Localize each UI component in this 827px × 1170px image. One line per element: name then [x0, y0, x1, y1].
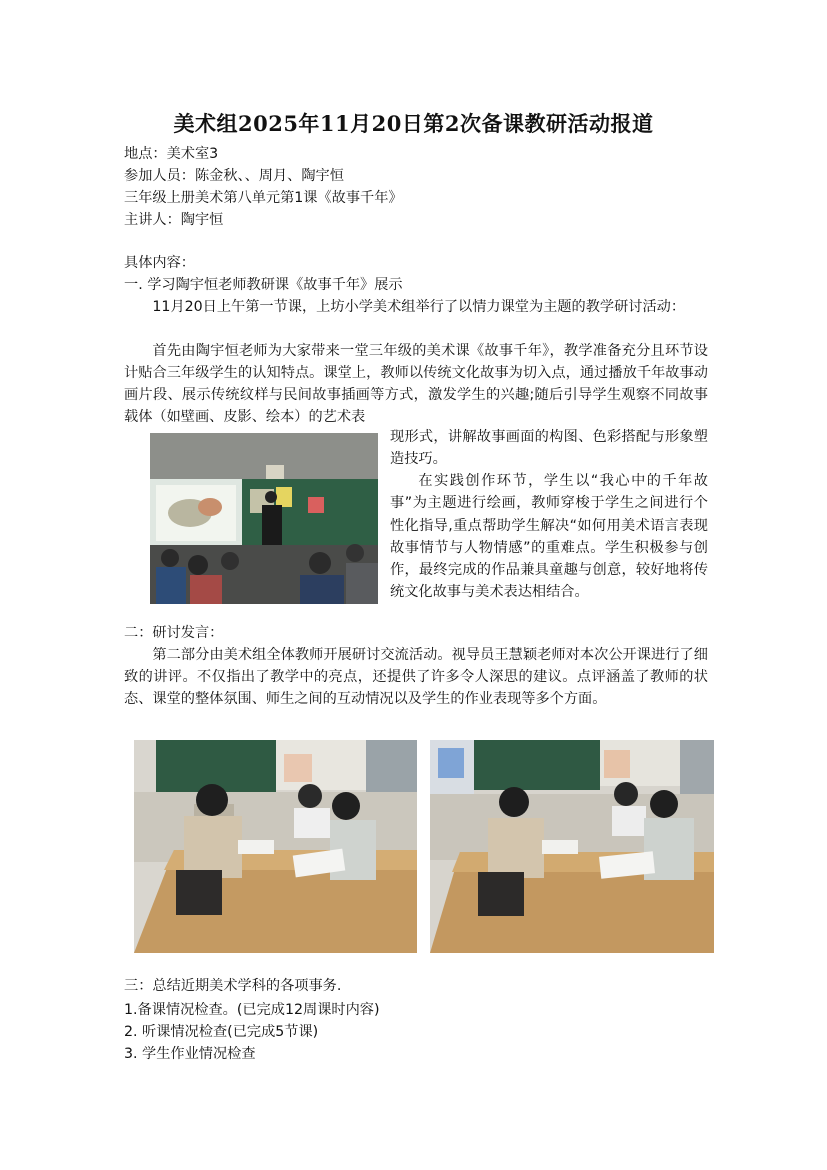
- section1-paragraph-1: 11月20日上午第一节课，上坊小学美术组举行了以情力课堂为主题的教学研讨活动：: [152, 299, 686, 315]
- content-label: 具体内容：: [124, 255, 195, 271]
- section3-item-2: 2. 听课情况检查(已完成5节课): [124, 1024, 319, 1040]
- meta-lesson: 三年级上册美术第八单元第1课《故事千年》: [124, 190, 403, 206]
- meta-location: 地点：美术室3: [124, 146, 219, 162]
- section1-paragraph-3: 在实践创作环节，学生以“我心中的千年故事”为主题进行绘画，教师穿梭于学生之间进行个性化指导,重点帮助学生解决“如何用美术语言表现故事情节与人物情感”的重难点。学生积极参与创作，最终完成的作品兼具童趣与创意，较好地将传统文化故事与美术表达相结合。: [390, 473, 708, 601]
- section3-item-3: 3. 学生作业情况检查: [124, 1046, 256, 1062]
- classroom-photo: [150, 433, 378, 604]
- page-title: 美术组2025年11月20日第2次备课教研活动报道: [173, 111, 654, 136]
- discussion-photo-2: [430, 740, 714, 953]
- section3-item-1: 1.备课情况检查。(已完成12周课时内容): [124, 1002, 380, 1018]
- section2-paragraph: 第二部分由美术组全体教师开展研讨交流活动。视导员王慧颖老师对本次公开课进行了细致的讲评。不仅指出了教学中的亮点，还提供了许多令人深思的建议。点评涵盖了教师的状态、课堂的整体氛围、师生之间的互动情况以及学生的作业表现等多个方面。: [124, 647, 708, 707]
- section2-heading: 二：研讨发言：: [124, 625, 224, 641]
- meta-participants: 参加人员：陈金秋、、周月、陶宇恒: [124, 168, 344, 184]
- section1-heading: 一. 学习陶宇恒老师教研课《故事千年》展示: [124, 277, 403, 293]
- section3-heading: 三：总结近期美术学科的各项事务.: [124, 978, 342, 994]
- section1-paragraph-2-continued: 现形式，讲解故事画面的构图、色彩搭配与形象塑造技巧。: [390, 429, 708, 468]
- section1-paragraph-2: 首先由陶宇恒老师为大家带来一堂三年级的美术课《故事千年》，教学准备充分且环节设计贴合三年级学生的认知特点。课堂上，教师以传统文化故事为切入点，通过播放千年故事动画片段、展示传统纹样与民间故事插画等方式，激发学生的兴趣;随后引导学生观察不同故事载体（如壁画、皮影、绘本）的艺术表: [124, 343, 708, 425]
- discussion-photo-1: [134, 740, 417, 953]
- meta-speaker: 主讲人：陶宇恒: [124, 212, 224, 228]
